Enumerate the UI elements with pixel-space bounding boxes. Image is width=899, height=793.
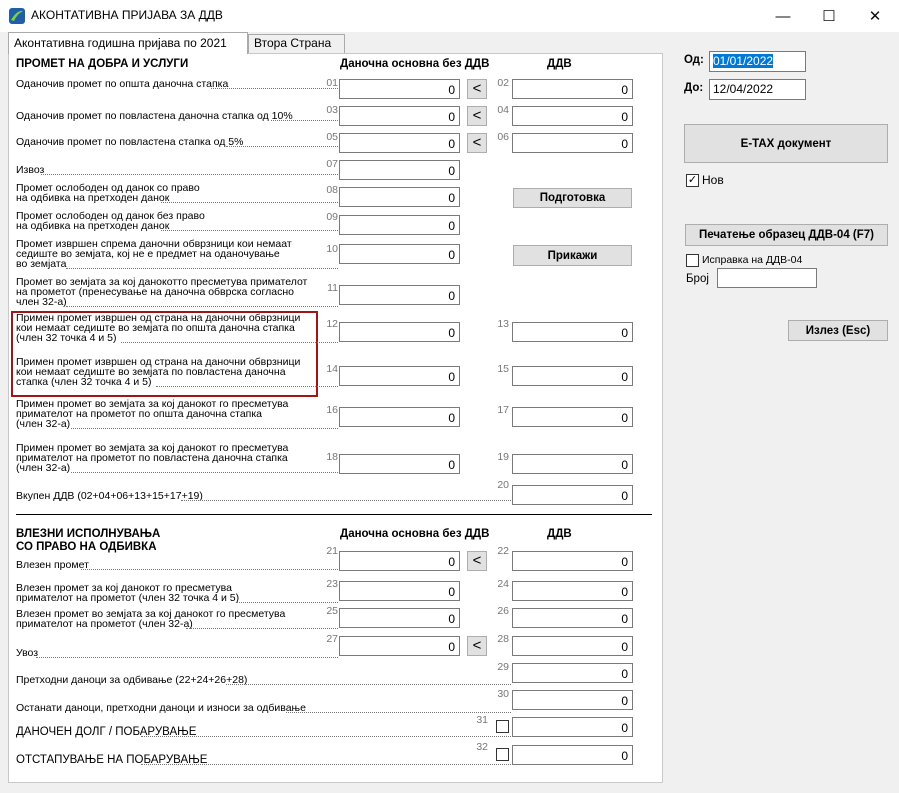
base-input-25[interactable]: 0 [339, 608, 460, 628]
row-number-12: 12 [326, 318, 338, 330]
row-number-08: 08 [326, 184, 338, 196]
vat-input-26[interactable]: 0 [512, 608, 633, 628]
base-input-08[interactable]: 0 [339, 187, 460, 207]
row-label-5: Промет ослободен од данок без право на одбивка на претходен данок [16, 210, 205, 232]
vat-input-24[interactable]: 0 [512, 581, 633, 601]
row-leader-10 [71, 428, 338, 429]
nov-label: Нов [702, 173, 724, 187]
base-input-12[interactable]: 0 [339, 322, 460, 342]
row-label-11: Примен промет во земјата за кој данокот го пресметува примателот на прометот по повластена даночна стапка (член 32-а) [16, 442, 289, 474]
row-number-26: 26 [497, 605, 509, 617]
row-label-19: ДАНОЧЕН ДОЛГ / ПОБАРУВАЊЕ [16, 726, 197, 738]
col-vat-header-2: ДДВ [547, 528, 572, 540]
base-input-16[interactable]: 0 [339, 407, 460, 427]
vat-input-02[interactable]: 0 [512, 79, 633, 99]
row-label-0: Оданочив промет по општа даночна стапка [16, 78, 229, 90]
row-leader-9 [156, 386, 338, 387]
row-leader-13 [81, 569, 338, 570]
col-base-header-2: Даночна основна без ДДВ [340, 528, 490, 540]
row-number-18: 18 [326, 451, 338, 463]
row-number-05: 05 [326, 131, 338, 143]
col-base-header: Даночна основна без ДДВ [340, 58, 490, 70]
row-number-23: 23 [326, 578, 338, 590]
row-leader-11 [71, 472, 338, 473]
vat-input-04[interactable]: 0 [512, 106, 633, 126]
row-label-14: Влезен промет за кој данокот го пресметува примателот на прометот (член 32 точка 4 и 5) [16, 582, 240, 604]
from-date-value: 01/01/2022 [713, 54, 774, 68]
row-number-07: 07 [326, 158, 338, 170]
row-number-30: 30 [497, 688, 509, 700]
base-input-14[interactable]: 0 [339, 366, 460, 386]
row-leader-8 [121, 342, 338, 343]
row-number-19: 19 [497, 451, 509, 463]
row-leader-5 [161, 230, 338, 231]
flag-checkbox-32[interactable] [496, 748, 509, 761]
row-leader-4 [161, 202, 338, 203]
vat-input-15[interactable]: 0 [512, 366, 633, 386]
row-label-4: Промет ослободен од данок со право на одбивка на претходен данок [16, 182, 200, 204]
row-label-9: Примен промет извршен од страна на даночни обврзници кои немаат седиште во земјата по повластена даночна стапка (член 32 точка 4 и 5) [16, 356, 301, 388]
vat-input-32[interactable]: 0 [512, 745, 633, 765]
row-number-22: 22 [497, 545, 509, 557]
row-leader-12 [181, 500, 511, 501]
row-leader-7 [66, 306, 338, 307]
row-number-09: 09 [326, 211, 338, 223]
vat-input-17[interactable]: 0 [512, 407, 633, 427]
minimize-button[interactable]: — [775, 7, 791, 25]
base-input-09[interactable]: 0 [339, 215, 460, 235]
base-input-18[interactable]: 0 [339, 454, 460, 474]
row-label-20: ОТСТАПУВАЊЕ НА ПОБАРУВАЊЕ [16, 754, 208, 766]
tab-second-page[interactable]: Втора Страна [248, 34, 345, 53]
from-label: Од: [684, 54, 704, 66]
nov-checkbox[interactable]: ✓ [687, 174, 698, 186]
row-label-1: Оданочив промет по повластена даночна стапка од 10% [16, 110, 293, 122]
window-title: АКОНТАТИВНА ПРИЈАВА ЗА ДДВ [31, 8, 223, 22]
copy-left-button-05[interactable]: < [467, 133, 487, 153]
row-number-16: 16 [326, 404, 338, 416]
vat-input-06[interactable]: 0 [512, 133, 633, 153]
copy-left-button-01[interactable]: < [467, 79, 487, 99]
row-number-32: 32 [476, 741, 488, 753]
row-leader-1 [271, 120, 338, 121]
row-number-03: 03 [326, 104, 338, 116]
row-label-8: Примен промет извршен од страна на даночни обврзници кои немаат седиште во земјата по општа даночна стапка (член 32 точка 4 и 5) [16, 312, 301, 344]
correction-label: Исправка на ДДВ-04 [702, 254, 803, 266]
row-number-01: 01 [326, 77, 338, 89]
row-number-29: 29 [497, 661, 509, 673]
from-date-field[interactable] [709, 51, 806, 72]
section1-title: ПРОМЕТ НА ДОБРА И УСЛУГИ [16, 58, 189, 70]
exit-button[interactable]: Излез (Esc) [788, 320, 888, 341]
row-label-3: Извоз [16, 164, 45, 176]
row-leader-3 [41, 174, 338, 175]
row-leader-17 [226, 684, 511, 685]
vat-input-19[interactable]: 0 [512, 454, 633, 474]
section-divider [16, 514, 652, 515]
row-label-15: Влезен промет во земјата за кој данокот го пресметува примателот на прометот (член 32-а) [16, 608, 286, 630]
base-input-05[interactable]: 0 [339, 133, 460, 153]
base-input-07[interactable]: 0 [339, 160, 460, 180]
row-number-06: 06 [497, 131, 509, 143]
row-number-04: 04 [497, 104, 509, 116]
row-leader-2 [226, 146, 338, 147]
tab-annual-return[interactable]: Аконтативна годишна пријава по 2021 [8, 32, 248, 54]
base-input-10[interactable]: 0 [339, 244, 460, 264]
print-form-button[interactable]: Печатење образец ДДВ-04 (F7) [685, 224, 888, 246]
row-label-18: Останати даноци, претходни даноци и износи за одбивање [16, 702, 306, 714]
row-label-10: Примен промет во земјата за кој данокот го пресметува примателот на прометот по општа даночна стапка (член 32-а) [16, 398, 289, 430]
vat-input-13[interactable]: 0 [512, 322, 633, 342]
copy-left-button-03[interactable]: < [467, 106, 487, 126]
row-number-10: 10 [326, 243, 338, 255]
app-logo-icon [8, 7, 26, 25]
vat-input-29[interactable]: 0 [512, 663, 633, 683]
row-leader-14 [236, 602, 338, 603]
row-leader-18 [286, 712, 511, 713]
prepare-button[interactable]: Подготовка [513, 188, 632, 208]
maximize-button[interactable]: ☐ [822, 8, 836, 25]
number-label: Број [686, 273, 709, 285]
row-label-12: Вкупен ДДВ (02+04+06+13+15+17+19) [16, 490, 203, 502]
row-number-25: 25 [326, 605, 338, 617]
row-label-7: Промет во земјата за кој данокотто пресметува примателот на прометот (пренесување на даночна обврска согласно член 32-а) [16, 276, 308, 308]
base-input-11[interactable]: 0 [339, 285, 460, 305]
title-bar [0, 0, 899, 32]
row-number-21: 21 [326, 545, 338, 557]
vat-input-31[interactable]: 0 [512, 717, 633, 737]
row-leader-20 [141, 764, 511, 765]
row-number-20: 20 [497, 479, 509, 491]
vat-input-30[interactable]: 0 [512, 690, 633, 710]
flag-checkbox-31[interactable] [496, 720, 509, 733]
col-vat-header: ДДВ [547, 58, 572, 70]
row-leader-16 [36, 657, 338, 658]
vat-input-20[interactable]: 0 [512, 485, 633, 505]
row-number-14: 14 [326, 363, 338, 375]
row-label-17: Претходни даноци за одбивање (22+24+26+28) [16, 674, 248, 686]
row-leader-15 [186, 628, 338, 629]
row-number-02: 02 [497, 77, 509, 89]
to-date-field[interactable]: 12/04/2022 [709, 79, 806, 100]
section2-title-line2: СО ПРАВО НА ОДБИВКА [16, 541, 157, 553]
show-button[interactable]: Прикажи [513, 245, 632, 266]
row-number-13: 13 [497, 318, 509, 330]
row-label-6: Промет извршен спрема даночни обврзници кои немаат седиште во земјата, кој не е предмет на оданочување во земјата [16, 238, 292, 270]
section2-title-line1: ВЛЕЗНИ ИСПОЛНУВАЊА [16, 528, 161, 540]
close-button[interactable]: ✕ [868, 8, 882, 25]
row-number-28: 28 [497, 633, 509, 645]
row-number-27: 27 [326, 633, 338, 645]
correction-checkbox[interactable] [686, 254, 699, 267]
row-leader-19 [141, 736, 511, 737]
base-input-27[interactable]: 0 [339, 636, 460, 656]
copy-left-button-21[interactable]: < [467, 551, 487, 571]
row-label-2: Оданочив промет по повластена стапка од 5% [16, 136, 244, 148]
row-label-16: Увоз [16, 647, 39, 659]
row-number-24: 24 [497, 578, 509, 590]
base-input-01[interactable]: 0 [339, 79, 460, 99]
row-number-31: 31 [476, 714, 488, 726]
row-leader-6 [66, 268, 338, 269]
base-input-23[interactable]: 0 [339, 581, 460, 601]
vat-input-22[interactable]: 0 [512, 551, 633, 571]
row-number-17: 17 [497, 404, 509, 416]
row-label-13: Влезен промет [16, 559, 89, 571]
etax-document-button[interactable]: E-TAX документ [684, 124, 888, 163]
copy-left-button-27[interactable]: < [467, 636, 487, 656]
row-number-11: 11 [327, 282, 338, 294]
number-input[interactable] [717, 268, 817, 288]
row-number-15: 15 [497, 363, 509, 375]
to-label: До: [684, 82, 704, 94]
base-input-21[interactable]: 0 [339, 551, 460, 571]
vat-input-28[interactable]: 0 [512, 636, 633, 656]
row-leader-0 [211, 88, 338, 89]
base-input-03[interactable]: 0 [339, 106, 460, 126]
